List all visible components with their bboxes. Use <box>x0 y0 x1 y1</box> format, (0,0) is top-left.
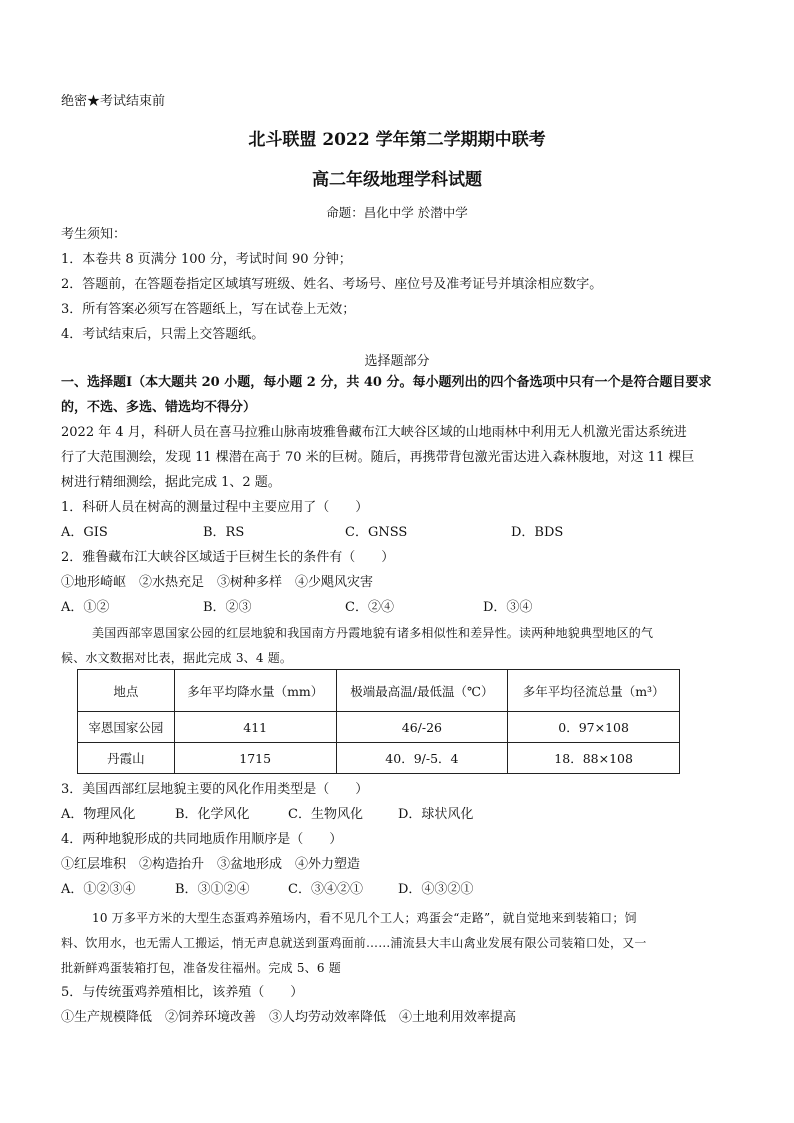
question-stem-5: 5．与传统蛋鸡养殖相比，该养殖（ ） <box>61 985 304 1000</box>
q3-option-d: D．球状风化 <box>398 807 474 822</box>
q5-choices: ①生产规模降低 ②饲养环境改善 ③人均劳动效率降低 ④土地利用效率提高 <box>61 1010 517 1025</box>
question-stem-3: 3．美国西部红层地貌主要的风化作用类型是（ ） <box>61 782 369 797</box>
passage-line: 批新鲜鸡蛋装箱打包，准备发往福州。完成 5、6 题 <box>61 961 341 975</box>
notice-item: 2．答题前，在答题卷指定区域填写班级、姓名、考场号、座位号及准考证号并填涂相应数字。 <box>61 277 603 292</box>
q2-choices: ①地形崎岖 ②水热充足 ③树种多样 ④少飓风灾害 <box>61 575 374 590</box>
confidential-mark: 绝密★考试结束前 <box>61 94 166 109</box>
table-cell: 0．97×108 <box>508 712 680 743</box>
passage-line: 行了大范围测绘，发现 11 棵潜在高于 70 米的巨树。随后，再携带背包激光雷达进入森林腹地，对这 11 棵巨 <box>61 450 695 465</box>
climate-data-table <box>77 669 680 774</box>
notice-heading: 考生须知： <box>61 227 127 242</box>
q1-option-a: A．GIS <box>61 525 108 540</box>
question-stem-4: 4．两种地貌形成的共同地质作用顺序是（ ） <box>61 832 343 847</box>
passage-line: 树进行精细测绘，据此完成 1、2 题。 <box>61 475 281 490</box>
q2-option-c: C．②④ <box>345 600 394 615</box>
table-cell: 18．88×108 <box>508 743 680 774</box>
question-stem-1: 1．科研人员在树高的测量过程中主要应用了（ ） <box>61 500 369 515</box>
table-header-cell: 地点 <box>78 670 175 712</box>
section-instruction: 的，不选、多选、错选均不得分） <box>61 400 257 415</box>
q3-option-a: A．物理风化 <box>61 807 136 822</box>
passage-line: 料、饮用水，也无需人工搬运，悄无声息就送到蛋鸡面前……浦流县大丰山禽业发展有限公司装箱口处，又一 <box>61 936 647 950</box>
q2-option-a: A．①② <box>61 600 110 615</box>
q3-option-c: C．生物风化 <box>288 807 363 822</box>
q2-option-b: B．②③ <box>203 600 252 615</box>
table-row <box>78 712 680 743</box>
exam-subtitle: 高二年级地理学科试题 <box>312 170 482 190</box>
passage-line: 10 万多平方米的大型生态蛋鸡养殖场内，看不见几个工人；鸡蛋会“走路”，就自觉地来到装箱口；饲 <box>92 911 637 925</box>
q4-option-d: D．④③②① <box>398 882 474 897</box>
table-header-cell: 多年平均降水量（mm） <box>174 670 336 712</box>
section-instruction: 一、选择题Ⅰ（本大题共 20 小题，每小题 2 分，共 40 分。每小题列出的四个备选项中只有一个是符合题目要求 <box>61 375 712 390</box>
q4-option-c: C．③④②① <box>288 882 363 897</box>
table-cell: 40．9/-5．4 <box>336 743 508 774</box>
exam-title: 北斗联盟 2022 学年第二学期期中联考 <box>248 130 546 150</box>
table-cell: 46/-26 <box>336 712 508 743</box>
table-header-row <box>78 670 680 712</box>
q1-option-d: D．BDS <box>511 525 564 540</box>
table-cell: 丹霞山 <box>78 743 175 774</box>
notice-item: 3．所有答案必须写在答题纸上，写在试卷上无效； <box>61 302 356 317</box>
table-header-cell: 极端最高温/最低温（℃） <box>336 670 508 712</box>
table-cell: 1715 <box>174 743 336 774</box>
q4-option-a: A．①②③④ <box>61 882 136 897</box>
q1-option-b: B．RS <box>203 525 245 540</box>
passage-line: 美国西部宰恩国家公园的红层地貌和我国南方丹霞地貌有诸多相似性和差异性。读两种地貌典型地区的气 <box>92 626 654 640</box>
table-row <box>78 743 680 774</box>
question-stem-2: 2．雅鲁藏布江大峡谷区域适于巨树生长的条件有（ ） <box>61 550 395 565</box>
passage-line: 2022 年 4 月，科研人员在喜马拉雅山脉南坡雅鲁藏布江大峡谷区域的山地雨林中利用无人机激光雷达系统进 <box>61 425 687 440</box>
q4-choices: ①红层堆积 ②构造抬升 ③盆地形成 ④外力塑造 <box>61 857 361 872</box>
notice-item: 1．本卷共 8 页满分 100 分，考试时间 90 分钟； <box>61 252 352 267</box>
q3-option-b: B．化学风化 <box>175 807 250 822</box>
q4-option-b: B．③①②④ <box>175 882 250 897</box>
q1-option-c: C．GNSS <box>345 525 408 540</box>
table-cell: 宰恩国家公园 <box>78 712 175 743</box>
table-cell: 411 <box>174 712 336 743</box>
passage-line: 候、水文数据对比表，据此完成 3、4 题。 <box>61 651 293 665</box>
notice-item: 4．考试结束后，只需上交答题纸。 <box>61 327 265 342</box>
q2-option-d: D．③④ <box>483 600 533 615</box>
exam-authors: 命题：昌化中学 於潜中学 <box>326 205 468 220</box>
section-label: 选择题部分 <box>364 354 430 369</box>
table-header-cell: 多年平均径流总量（m³） <box>508 670 680 712</box>
